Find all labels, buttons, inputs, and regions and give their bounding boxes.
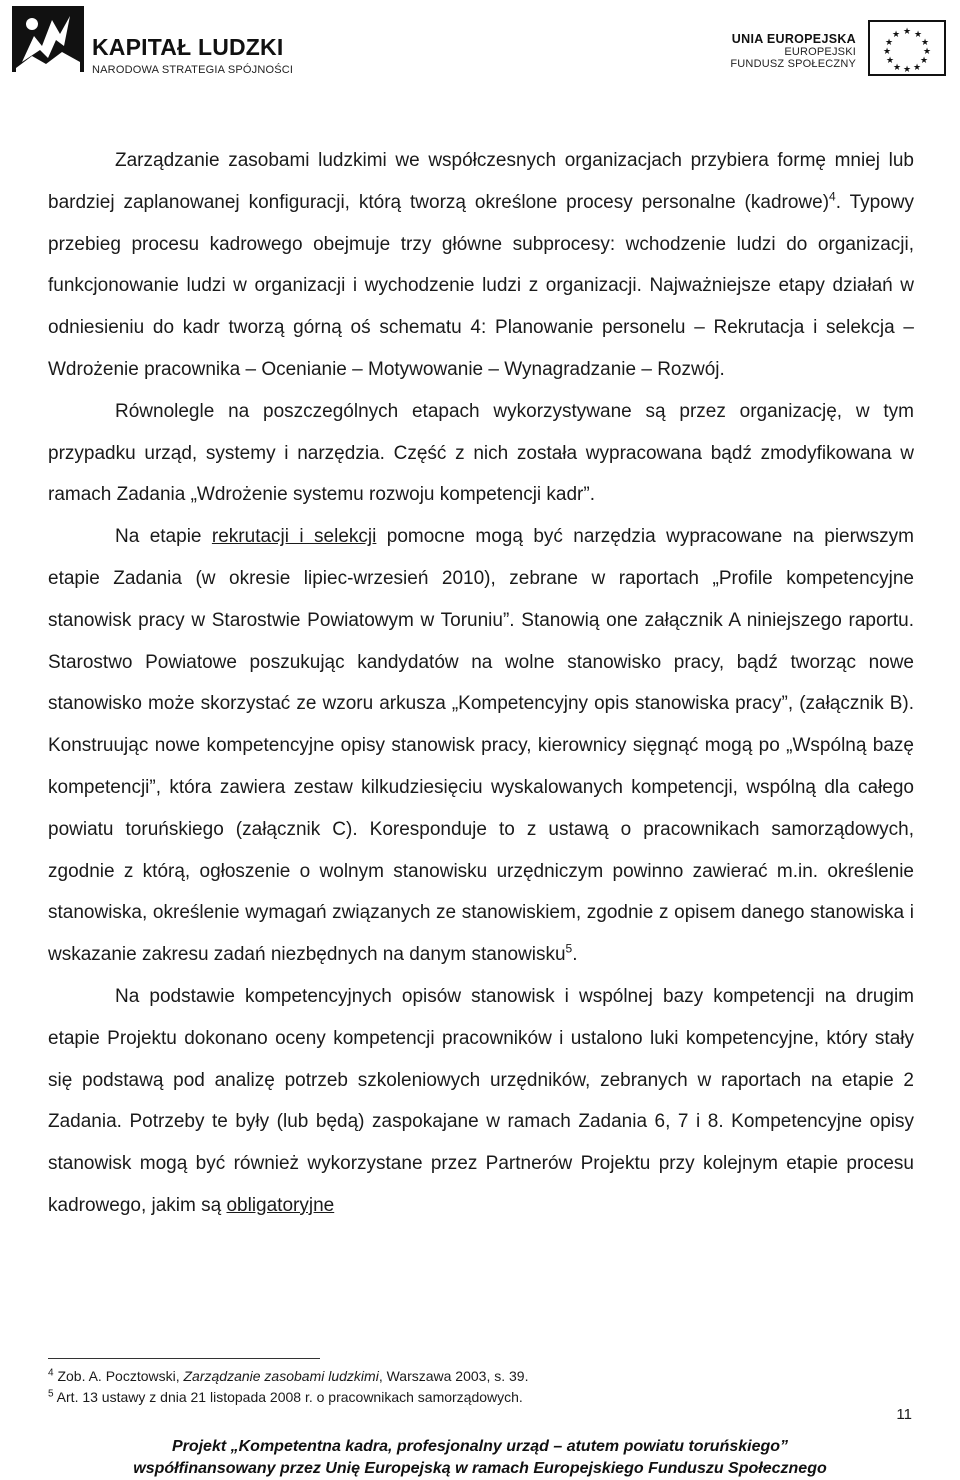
eu-logo-line1: UNIA EUROPEJSKA [731,32,856,46]
svg-text:★: ★ [913,30,923,40]
paragraph-1 [48,140,914,391]
svg-text:★: ★ [885,56,895,66]
paragraph-3-text-b: pomocne mogą być narzędzia wypracowane na pierwszym etapie Zadania (w okresie lipiec-wrzesień 2010), zebrane w raportach „Profile kompetencyjne stanowisk pracy w Starostwie Powiatowym w Toruniu”. Stanowią one załącznik A niniejszego raportu. Starostwo Powiatowe poszukując kandydatów na wolne stanowisko pracy, bądź tworząc nowe stanowisko może skorzystać ze wzoru arkusza „Kompetencyjny opis stanowiska pracy”, (załącznik B). Konstruując nowe kompetencyjne opisy stanowisk pracy, kierownicy sięgnąć mogą po „Wspólną bazę kompetencji”, która zawiera zestaw kilkudziesięciu wyskalowanych kompetencji, wspólną dla całego powiatu toruńskiego (załącznik C). Koresponduje to z ustawą o pracownikach samorządowych, zgodnie z którą, ogłoszenie o wolnym stanowisku urzędniczym powinno zawierać m.in. określenie stanowiska, określenie wymagań związanych ze stanowiskiem, zgodnie z opisem danego stanowiska i wskazanie zakresu zadań niezbędnych na danym stanowisku [48,526,914,966]
footnote-4-title: Zarządzanie zasobami ludzkimi [183,1368,379,1384]
eu-logo [726,20,946,76]
kapital-ludzki-mark-icon [12,6,84,72]
svg-text:★: ★ [912,63,922,73]
svg-text:★: ★ [902,65,912,75]
svg-text:★: ★ [891,30,901,40]
footnote-5-text: Art. 13 ustawy z dnia 21 listopada 2008 r. o pracownikach samorządowych. [53,1389,523,1405]
eu-flag-icon [868,20,946,76]
footer-line-1: Projekt „Kompetentna kadra, profesjonalny urząd – atutem powiatu toruńskiego” [171,1438,789,1455]
eu-logo-line2: EUROPEJSKI [784,46,856,58]
kapital-ludzki-subtitle: NARODOWA STRATEGIA SPÓJNOŚCI [92,64,294,76]
paragraph-1-text-a: Zarządzanie zasobami ludzkimi we współczesnych organizacjach przybiera formę mniej lub bardziej zaplanowanej konfiguracji, którą tworzą określone procesy personalne (kadrowe) [48,150,914,213]
svg-text:★: ★ [902,27,912,37]
page-header [0,0,960,80]
svg-text:★: ★ [920,38,930,48]
eu-logo-text [716,32,856,70]
paragraph-4-text-a: Na podstawie kompetencyjnych opisów stanowisk i wspólnej bazy kompetencji na drugim etapie Projektu dokonano oceny kompetencji pracowników i ustalono luki kompetencyjne, który stały się podstawą pod analizę potrzeb szkoleniowych urzędników, zebranych w raportach na etapie 2 Zadania. Potrzeby te były (lub będą) zaspokajane w ramach Zadania 6, 7 i 8. Kompetencyjne opisy stanowisk mogą być również wykorzystane przez Partnerów Projektu przy kolejnym etapie procesu kadrowego, jakim są [48,985,914,1216]
svg-text:★: ★ [922,47,932,57]
footnote-4-number: 4 [48,1367,54,1379]
paragraph-3 [48,516,914,976]
svg-text:★: ★ [919,56,929,66]
footnote-4 [48,1366,914,1387]
footnote-5 [48,1387,914,1408]
svg-text:★: ★ [892,63,902,73]
footnote-ref-5[interactable]: 5 [565,941,573,956]
kapital-ludzki-title: KAPITAŁ LUDZKI [92,34,284,60]
footer-line-2: współfinansowany przez Unię Europejską w ramach Europejskiego Funduszu Społecznego [133,1460,827,1477]
document-body [48,140,914,1227]
page-number: 11 [896,1406,912,1423]
eu-logo-line3: FUNDUSZ SPOŁECZNY [730,58,856,70]
footnote-ref-4[interactable]: 4 [829,189,836,204]
paragraph-2: Równolegle na poszczególnych etapach wykorzystywane są przez organizację, w tym przypadku urząd, systemy i narzędzia. Część z nich została wypracowana bądź zmodyfikowana w ramach Zadania „Wdrożenie systemu rozwoju kompetencji kadr”. [48,400,914,506]
paragraph-3-text-c: . [572,944,578,966]
svg-text:★: ★ [884,38,894,48]
paragraph-4 [48,976,914,1227]
footnote-separator [48,1358,320,1359]
page-footer [0,1436,960,1480]
footnote-5-number: 5 [48,1388,54,1400]
footnote-4-text-a: Zob. A. Pocztowski, [53,1368,184,1384]
paragraph-3-text-a: Na etapie [115,526,212,548]
footnotes [48,1366,914,1408]
footnote-4-text-b: , Warszawa 2003, s. 39. [378,1368,529,1384]
obligatory-link[interactable]: obligatoryjne [226,1194,335,1216]
kapital-ludzki-logo [12,6,302,74]
paragraph-1-text-b: . Typowy przebieg procesu kadrowego obejmuje trzy główne subprocesy: wchodzenie ludzi do organizacji, funkcjonowanie ludzi w organizacji i wychodzenie ludzi z organizacji. Najważniejsze etapy działań w odniesieniu do kadr tworzą górną oś schematu 4: Planowanie personelu – Rekrutacja i selekcja – Wdrożenie pracownika – Ocenianie – Motywowanie – Wynagradzanie – Rozwój. [48,191,914,380]
svg-text:★: ★ [882,47,892,57]
recruitment-link[interactable]: rekrutacji i selekcji [211,526,377,548]
